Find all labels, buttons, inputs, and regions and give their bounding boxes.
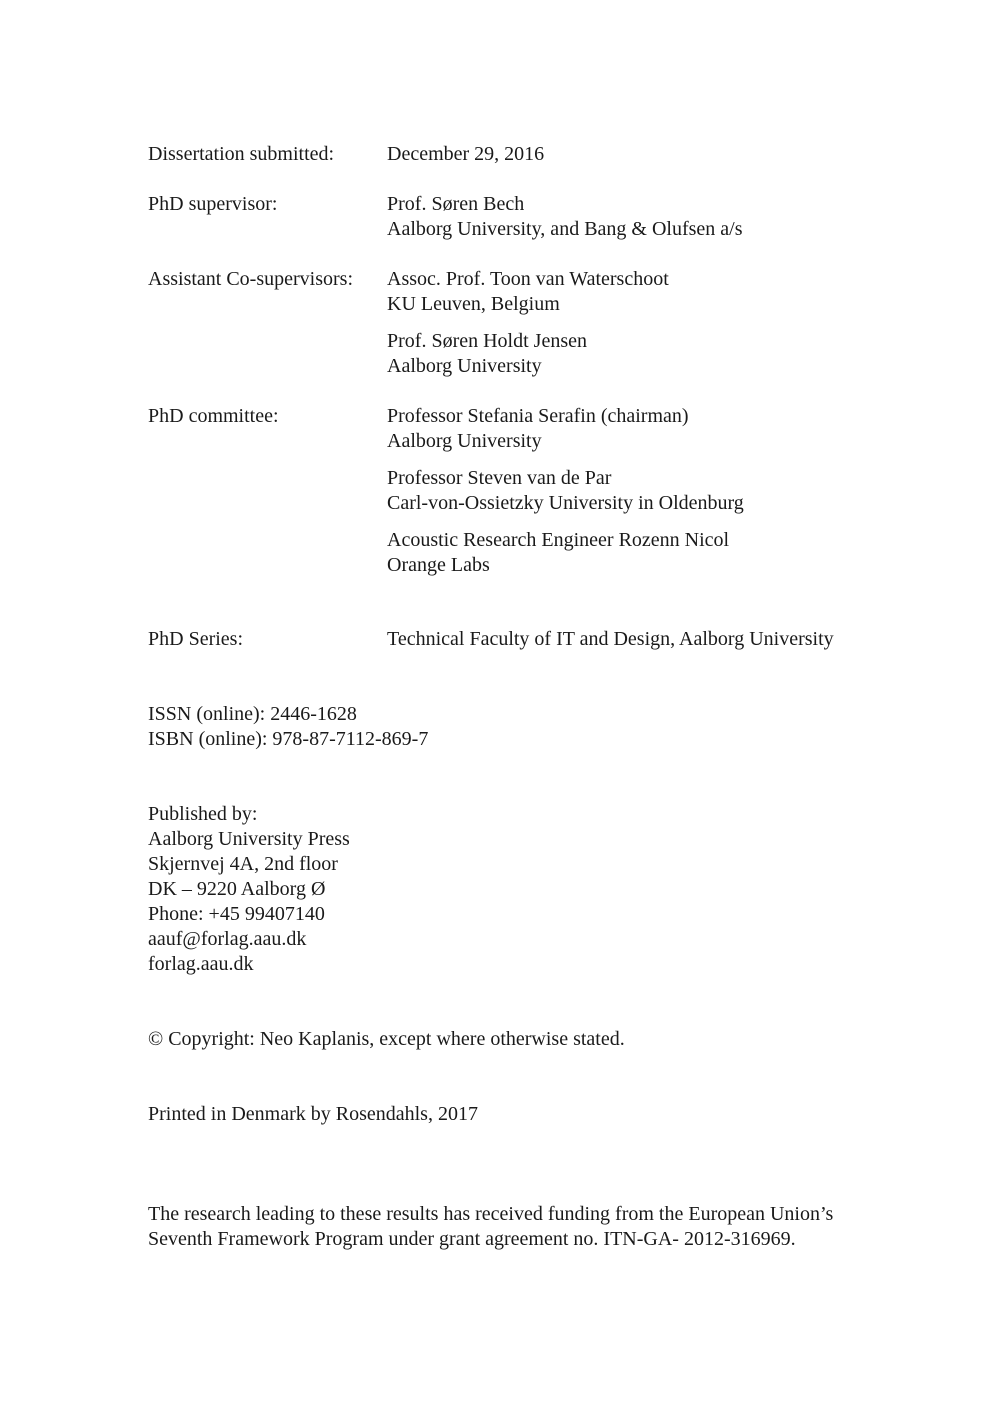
supervisor-label: PhD supervisor: <box>148 193 278 215</box>
committee-member-name: Professor Steven van de Par <box>387 467 612 489</box>
committee-member-affiliation: Carl-von-Ossietzky University in Oldenburg <box>387 492 744 514</box>
isbn-line: ISBN (online): 978-87-7112-869-7 <box>148 728 429 750</box>
co-supervisor-affiliation: KU Leuven, Belgium <box>387 293 560 315</box>
publisher-city: DK – 9220 Aalborg Ø <box>148 878 326 900</box>
publisher-street: Skjernvej 4A, 2nd floor <box>148 853 338 875</box>
copyright-text: © Copyright: Neo Kaplanis, except where otherwise stated. <box>148 1028 625 1050</box>
submission-label: Dissertation submitted: <box>148 143 335 165</box>
funding-line: The research leading to these results has received funding from the European Union’s <box>148 1203 834 1225</box>
funding-statement <box>148 1202 868 1252</box>
committee-label: PhD committee: <box>148 405 279 427</box>
publisher-website: forlag.aau.dk <box>148 953 254 975</box>
series-value: Technical Faculty of IT and Design, Aalborg University <box>387 628 834 650</box>
co-supervisor-entry <box>387 267 867 317</box>
committee-member-entry <box>387 404 867 454</box>
committee-member-affiliation: Orange Labs <box>387 554 490 576</box>
submission-date: December 29, 2016 <box>387 143 545 165</box>
committee-member-name: Acoustic Research Engineer Rozenn Nicol <box>387 529 730 551</box>
co-supervisor-name: Prof. Søren Holdt Jensen <box>387 330 587 352</box>
funding-line: Seventh Framework Program under grant agreement no. ITN-GA- 2012-316969. <box>148 1228 796 1250</box>
series-label: PhD Series: <box>148 628 243 650</box>
publisher-heading: Published by: <box>148 803 258 825</box>
publisher-phone: Phone: +45 99407140 <box>148 903 325 925</box>
printer-text: Printed in Denmark by Rosendahls, 2017 <box>148 1103 478 1125</box>
committee-member-affiliation: Aalborg University <box>387 430 542 452</box>
issn-line: ISSN (online): 2446-1628 <box>148 703 357 725</box>
publisher-name: Aalborg University Press <box>148 828 350 850</box>
identifiers-block <box>148 702 428 752</box>
committee-member-entry <box>387 528 867 578</box>
co-supervisor-entry <box>387 329 867 379</box>
supervisor-entry <box>387 192 867 242</box>
supervisor-name: Prof. Søren Bech <box>387 193 525 215</box>
publisher-block <box>148 802 350 977</box>
publisher-email: aauf@forlag.aau.dk <box>148 928 307 950</box>
co-supervisor-affiliation: Aalborg University <box>387 355 542 377</box>
committee-member-entry <box>387 466 867 516</box>
supervisor-affiliation: Aalborg University, and Bang & Olufsen a/s <box>387 218 743 240</box>
printer-notice <box>148 1102 868 1127</box>
co-supervisor-name: Assoc. Prof. Toon van Waterschoot <box>387 268 669 290</box>
co-supervisors-label: Assistant Co-supervisors: <box>148 268 353 290</box>
committee-member-name: Professor Stefania Serafin (chairman) <box>387 405 689 427</box>
copyright-notice <box>148 1027 868 1052</box>
